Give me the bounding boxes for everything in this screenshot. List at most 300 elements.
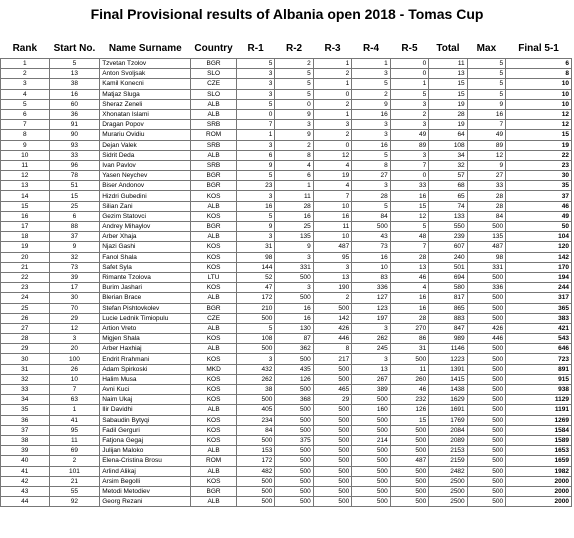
cell-r3: 500: [313, 435, 351, 445]
cell-total: 2089: [429, 435, 467, 445]
cell-r1: 3: [236, 69, 274, 79]
cell-name: Migjen Shala: [100, 334, 191, 344]
cell-name: Dejan Valek: [100, 140, 191, 150]
col-header-start-no: Start No.: [49, 38, 100, 59]
cell-start-no: 6: [49, 211, 100, 221]
cell-final: 543: [506, 334, 572, 344]
cell-rank: 26: [1, 313, 50, 323]
cell-total: 501: [429, 262, 467, 272]
cell-country: KOS: [191, 283, 237, 293]
cell-rank: 30: [1, 354, 50, 364]
cell-r2: 126: [275, 374, 313, 384]
cell-start-no: 60: [49, 99, 100, 109]
cell-final: 365: [506, 303, 572, 313]
cell-country: KOS: [191, 415, 237, 425]
cell-r4: 2: [352, 89, 390, 99]
cell-max: 500: [467, 303, 505, 313]
cell-rank: 24: [1, 293, 50, 303]
cell-final: 1191: [506, 405, 572, 415]
cell-final: 12: [506, 109, 572, 119]
cell-r1: 210: [236, 303, 274, 313]
cell-r5: 16: [390, 303, 428, 313]
cell-name: Sheraz Zeneli: [100, 99, 191, 109]
cell-name: Yasen Neychev: [100, 171, 191, 181]
cell-rank: 5: [1, 99, 50, 109]
col-header-r2: R-2: [275, 38, 313, 59]
cell-name: Tzvetan Tzolov: [100, 59, 191, 69]
cell-country: BGR: [191, 303, 237, 313]
cell-final: 30: [506, 171, 572, 181]
cell-name: Artion Vreto: [100, 323, 191, 333]
cell-total: 240: [429, 252, 467, 262]
cell-r5: 1: [390, 79, 428, 89]
cell-r1: 5: [236, 171, 274, 181]
cell-country: SLO: [191, 69, 237, 79]
table-row: [1, 140, 572, 150]
cell-r2: 500: [275, 456, 313, 466]
cell-country: ROM: [191, 130, 237, 140]
cell-rank: 31: [1, 364, 50, 374]
cell-start-no: 90: [49, 130, 100, 140]
cell-total: 65: [429, 191, 467, 201]
cell-country: KOS: [191, 435, 237, 445]
cell-r5: 28: [390, 313, 428, 323]
cell-r3: 500: [313, 456, 351, 466]
cell-r5: 46: [390, 385, 428, 395]
col-header-r3: R-3: [313, 38, 351, 59]
table-row: [1, 130, 572, 140]
cell-r1: 500: [236, 395, 274, 405]
cell-max: 500: [467, 405, 505, 415]
cell-r3: 1: [313, 109, 351, 119]
cell-country: BGR: [191, 181, 237, 191]
cell-start-no: 41: [49, 415, 100, 425]
cell-total: 1769: [429, 415, 467, 425]
cell-r5: 2: [390, 109, 428, 119]
cell-final: 383: [506, 313, 572, 323]
cell-total: 1629: [429, 395, 467, 405]
cell-r4: 3: [352, 120, 390, 130]
cell-start-no: 7: [49, 385, 100, 395]
cell-r5: 270: [390, 323, 428, 333]
table-row: [1, 476, 572, 486]
cell-r3: 0: [313, 89, 351, 99]
cell-r3: 7: [313, 191, 351, 201]
cell-r1: 500: [236, 313, 274, 323]
cell-r2: 375: [275, 435, 313, 445]
cell-r2: 3: [275, 283, 313, 293]
cell-final: 1982: [506, 466, 572, 476]
cell-r5: 15: [390, 415, 428, 425]
cell-final: 938: [506, 385, 572, 395]
cell-final: 915: [506, 374, 572, 384]
cell-r4: 214: [352, 435, 390, 445]
cell-r1: 262: [236, 374, 274, 384]
cell-r2: 87: [275, 334, 313, 344]
cell-name: Elena-Cristina Brosu: [100, 456, 191, 466]
cell-r1: 500: [236, 497, 274, 507]
cell-rank: 11: [1, 160, 50, 170]
cell-r3: 500: [313, 497, 351, 507]
table-row: [1, 171, 572, 181]
cell-max: 5: [467, 69, 505, 79]
cell-country: KOS: [191, 395, 237, 405]
cell-final: 1653: [506, 446, 572, 456]
cell-country: ALB: [191, 109, 237, 119]
cell-rank: 25: [1, 303, 50, 313]
cell-r2: 368: [275, 395, 313, 405]
cell-r4: 73: [352, 242, 390, 252]
table-row: [1, 89, 572, 99]
cell-r1: 500: [236, 344, 274, 354]
cell-name: Dragan Popov: [100, 120, 191, 130]
cell-start-no: 36: [49, 109, 100, 119]
cell-final: 46: [506, 201, 572, 211]
cell-name: Hizdri Gubedini: [100, 191, 191, 201]
cell-country: KOS: [191, 334, 237, 344]
cell-country: ROM: [191, 456, 237, 466]
cell-max: 500: [467, 364, 505, 374]
cell-name: Stefan Pishtovkolev: [100, 303, 191, 313]
table-row: [1, 211, 572, 221]
cell-total: 847: [429, 323, 467, 333]
cell-rank: 3: [1, 79, 50, 89]
table-row: [1, 150, 572, 160]
cell-r1: 153: [236, 446, 274, 456]
col-header-rank: Rank: [1, 38, 50, 59]
cell-r1: 500: [236, 486, 274, 496]
cell-start-no: 101: [49, 466, 100, 476]
cell-start-no: 10: [49, 374, 100, 384]
cell-r2: 3: [275, 252, 313, 262]
cell-rank: 16: [1, 211, 50, 221]
cell-r1: 5: [236, 99, 274, 109]
cell-r2: 9: [275, 130, 313, 140]
cell-start-no: 100: [49, 354, 100, 364]
cell-max: 5: [467, 79, 505, 89]
cell-country: ALB: [191, 344, 237, 354]
cell-max: 500: [467, 476, 505, 486]
cell-final: 2000: [506, 486, 572, 496]
cell-r3: 3: [313, 262, 351, 272]
cell-r3: 3: [313, 120, 351, 130]
cell-max: 84: [467, 211, 505, 221]
cell-r4: 1: [352, 59, 390, 69]
cell-max: 426: [467, 323, 505, 333]
cell-name: Naim Ukaj: [100, 395, 191, 405]
cell-final: 2000: [506, 497, 572, 507]
cell-total: 239: [429, 232, 467, 242]
cell-rank: 8: [1, 130, 50, 140]
table-row: [1, 262, 572, 272]
cell-r2: 331: [275, 262, 313, 272]
cell-r5: 3: [390, 99, 428, 109]
cell-rank: 38: [1, 435, 50, 445]
cell-start-no: 91: [49, 120, 100, 130]
cell-r1: 52: [236, 272, 274, 282]
cell-r5: 500: [390, 466, 428, 476]
cell-rank: 32: [1, 374, 50, 384]
cell-r2: 500: [275, 497, 313, 507]
cell-final: 37: [506, 191, 572, 201]
cell-max: 500: [467, 415, 505, 425]
cell-final: 10: [506, 99, 572, 109]
table-row: [1, 344, 572, 354]
cell-r1: 9: [236, 160, 274, 170]
cell-start-no: 17: [49, 283, 100, 293]
table-row: [1, 303, 572, 313]
cell-country: ALB: [191, 99, 237, 109]
cell-country: KOS: [191, 211, 237, 221]
cell-r4: 500: [352, 425, 390, 435]
cell-r3: 500: [313, 425, 351, 435]
cell-r5: 0: [390, 59, 428, 69]
cell-name: Adam Spirkoski: [100, 364, 191, 374]
table-row: [1, 446, 572, 456]
cell-r4: 500: [352, 497, 390, 507]
cell-max: 7: [467, 120, 505, 130]
cell-max: 500: [467, 486, 505, 496]
col-header-name: Name Surname: [100, 38, 191, 59]
cell-r1: 7: [236, 120, 274, 130]
cell-name: Ivan Pavlov: [100, 160, 191, 170]
cell-final: 194: [506, 272, 572, 282]
cell-r2: 5: [275, 69, 313, 79]
cell-rank: 19: [1, 242, 50, 252]
cell-r5: 16: [390, 191, 428, 201]
cell-rank: 33: [1, 385, 50, 395]
cell-country: ALB: [191, 466, 237, 476]
cell-total: 2482: [429, 466, 467, 476]
cell-r2: 500: [275, 272, 313, 282]
cell-r3: 1: [313, 59, 351, 69]
col-header-final: Final 5-1: [506, 38, 572, 59]
cell-start-no: 92: [49, 497, 100, 507]
table-row: [1, 191, 572, 201]
table-row: [1, 160, 572, 170]
cell-r4: 8: [352, 160, 390, 170]
cell-rank: 14: [1, 191, 50, 201]
cell-r2: 500: [275, 415, 313, 425]
cell-r4: 84: [352, 211, 390, 221]
cell-total: 694: [429, 272, 467, 282]
cell-r1: 23: [236, 181, 274, 191]
cell-final: 12: [506, 120, 572, 130]
col-header-r1: R-1: [236, 38, 274, 59]
cell-rank: 23: [1, 283, 50, 293]
cell-r5: 33: [390, 181, 428, 191]
table-header-row: [1, 38, 572, 59]
cell-r3: 465: [313, 385, 351, 395]
cell-r3: 500: [313, 303, 351, 313]
cell-country: KOS: [191, 374, 237, 384]
cell-final: 244: [506, 283, 572, 293]
cell-max: 28: [467, 201, 505, 211]
cell-rank: 34: [1, 395, 50, 405]
cell-r1: 3: [236, 140, 274, 150]
table-row: [1, 497, 572, 507]
page-title: Final Provisional results of Albania open 2018 - Tomas Cup: [90, 6, 484, 22]
cell-r5: 232: [390, 395, 428, 405]
cell-r4: 27: [352, 171, 390, 181]
cell-total: 817: [429, 293, 467, 303]
cell-country: ALB: [191, 232, 237, 242]
cell-r3: 11: [313, 222, 351, 232]
table-row: [1, 385, 572, 395]
cell-r3: 4: [313, 181, 351, 191]
cell-r3: 0: [313, 140, 351, 150]
cell-r3: 500: [313, 405, 351, 415]
cell-total: 57: [429, 171, 467, 181]
cell-r1: 5: [236, 323, 274, 333]
cell-start-no: 70: [49, 303, 100, 313]
cell-start-no: 20: [49, 344, 100, 354]
cell-max: 336: [467, 283, 505, 293]
table-row: [1, 364, 572, 374]
cell-max: 500: [467, 344, 505, 354]
cell-r5: 0: [390, 171, 428, 181]
cell-final: 1269: [506, 415, 572, 425]
cell-r5: 5: [390, 222, 428, 232]
cell-r2: 9: [275, 109, 313, 119]
cell-total: 108: [429, 140, 467, 150]
cell-max: 9: [467, 99, 505, 109]
cell-country: ALB: [191, 323, 237, 333]
table-row: [1, 466, 572, 476]
cell-name: Lucie Lednik Timiopulu: [100, 313, 191, 323]
cell-country: CZE: [191, 79, 237, 89]
cell-rank: 1: [1, 59, 50, 69]
cell-final: 120: [506, 242, 572, 252]
cell-r1: 482: [236, 466, 274, 476]
cell-name: Fanol Shala: [100, 252, 191, 262]
cell-total: 989: [429, 334, 467, 344]
cell-country: SLO: [191, 89, 237, 99]
cell-max: 98: [467, 252, 505, 262]
cell-total: 1691: [429, 405, 467, 415]
cell-r5: 15: [390, 201, 428, 211]
cell-r5: 12: [390, 211, 428, 221]
cell-final: 1129: [506, 395, 572, 405]
cell-r4: 16: [352, 252, 390, 262]
cell-final: 22: [506, 150, 572, 160]
cell-r3: 19: [313, 171, 351, 181]
cell-start-no: 12: [49, 323, 100, 333]
cell-r2: 500: [275, 385, 313, 395]
cell-r2: 500: [275, 476, 313, 486]
cell-name: Arber Xhaja: [100, 232, 191, 242]
table-row: [1, 283, 572, 293]
cell-country: BGR: [191, 222, 237, 232]
cell-r5: 49: [390, 130, 428, 140]
cell-r1: 172: [236, 293, 274, 303]
cell-rank: 20: [1, 252, 50, 262]
cell-r1: 5: [236, 211, 274, 221]
col-header-country: Country: [191, 38, 237, 59]
cell-final: 170: [506, 262, 572, 272]
cell-country: ALB: [191, 497, 237, 507]
cell-r5: 3: [390, 120, 428, 130]
cell-final: 49: [506, 211, 572, 221]
cell-r3: 190: [313, 283, 351, 293]
cell-r1: 98: [236, 252, 274, 262]
cell-max: 135: [467, 232, 505, 242]
cell-rank: 6: [1, 109, 50, 119]
cell-r2: 2: [275, 140, 313, 150]
cell-name: Matjaz Sluga: [100, 89, 191, 99]
cell-final: 317: [506, 293, 572, 303]
table-row: [1, 334, 572, 344]
cell-r4: 245: [352, 344, 390, 354]
cell-total: 2153: [429, 446, 467, 456]
cell-r5: 7: [390, 160, 428, 170]
cell-r1: 0: [236, 109, 274, 119]
table-row: [1, 181, 572, 191]
cell-max: 500: [467, 497, 505, 507]
cell-r2: 500: [275, 466, 313, 476]
cell-r2: 5: [275, 79, 313, 89]
cell-r5: 3: [390, 150, 428, 160]
cell-r3: 2: [313, 130, 351, 140]
cell-r2: 3: [275, 120, 313, 130]
cell-r5: 487: [390, 456, 428, 466]
cell-max: 500: [467, 435, 505, 445]
table-row: [1, 486, 572, 496]
cell-r3: 29: [313, 395, 351, 405]
cell-r4: 500: [352, 466, 390, 476]
cell-final: 891: [506, 364, 572, 374]
cell-max: 500: [467, 354, 505, 364]
cell-total: 1223: [429, 354, 467, 364]
cell-r2: 500: [275, 425, 313, 435]
cell-total: 2159: [429, 456, 467, 466]
cell-max: 331: [467, 262, 505, 272]
cell-country: KOS: [191, 242, 237, 252]
cell-final: 15: [506, 130, 572, 140]
table-row: [1, 425, 572, 435]
cell-r5: 500: [390, 425, 428, 435]
cell-start-no: 51: [49, 181, 100, 191]
cell-r2: 500: [275, 293, 313, 303]
cell-r1: 38: [236, 385, 274, 395]
cell-max: 9: [467, 160, 505, 170]
cell-r4: 500: [352, 415, 390, 425]
cell-total: 1415: [429, 374, 467, 384]
cell-r4: 5: [352, 79, 390, 89]
table-row: [1, 323, 572, 333]
cell-r2: 500: [275, 446, 313, 456]
cell-r5: 500: [390, 497, 428, 507]
table-row: [1, 272, 572, 282]
cell-r4: 267: [352, 374, 390, 384]
cell-name: Silian Zani: [100, 201, 191, 211]
cell-r2: 16: [275, 303, 313, 313]
cell-max: 500: [467, 425, 505, 435]
cell-r4: 389: [352, 385, 390, 395]
cell-max: 500: [467, 395, 505, 405]
cell-total: 13: [429, 69, 467, 79]
cell-rank: 43: [1, 486, 50, 496]
cell-r1: 3: [236, 232, 274, 242]
cell-r5: 7: [390, 242, 428, 252]
cell-total: 15: [429, 79, 467, 89]
cell-r1: 9: [236, 222, 274, 232]
cell-final: 1659: [506, 456, 572, 466]
cell-r5: 13: [390, 262, 428, 272]
table-row: [1, 374, 572, 384]
cell-total: 32: [429, 160, 467, 170]
cell-start-no: 25: [49, 201, 100, 211]
